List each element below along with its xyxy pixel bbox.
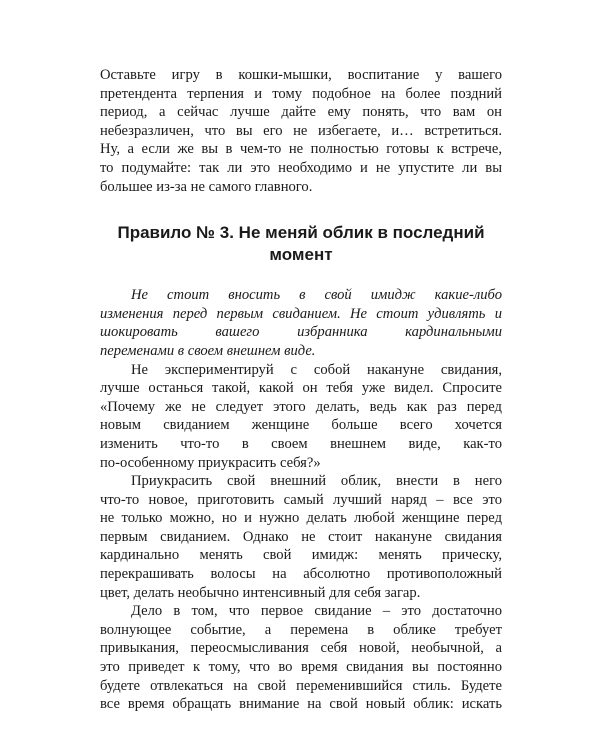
text-line: лучше останься такой, какой он тебя уже видел. Спросите xyxy=(100,380,502,397)
text-line: что-то новое, приготовить самый лучший наряд – все это xyxy=(100,491,502,508)
text-line: переменами в своем внешнем виде. xyxy=(100,342,316,359)
text-line: Оставьте игру в кошки-мышки, воспитание у вашего xyxy=(100,67,502,83)
text-line: Не стоит вносить в свой имидж какие-либо xyxy=(131,287,502,304)
text-line: кардинально менять свой имидж: менять прическу, xyxy=(100,547,502,564)
text-line: перекрашивать волосы на абсолютно противоположный xyxy=(100,566,502,583)
paragraph-epigraph xyxy=(100,286,502,360)
title-line: Правило № 3. Не меняй облик в последний xyxy=(117,223,485,243)
text-line: первым свиданием. Однако не стоит накануне свидания xyxy=(100,528,502,545)
text-line: Ну, а если же вы в чем-то не полностью готовы к встрече, xyxy=(100,141,502,158)
paragraph-intro xyxy=(100,66,502,196)
text-line: все время обращать внимание на свой новый облик: искать xyxy=(100,696,502,713)
text-line: претендента терпения и тому подобное на более поздний xyxy=(100,85,502,102)
text-line: небезразличен, что вы его не избегаете, и… встретиться. xyxy=(100,122,502,139)
text-line: шокировать вашего избранника кардинальными xyxy=(100,324,502,341)
paragraph-3 xyxy=(100,472,502,602)
text-line: по-особенному приукрасить себя?» xyxy=(100,454,321,471)
paragraph-2 xyxy=(100,361,502,473)
text-line: большее из-за не самого главного. xyxy=(100,178,313,195)
text-line: волнующее событие, а перемена в облике требует xyxy=(100,621,502,638)
section-title xyxy=(100,222,502,266)
text-line: будете отвлекаться на свой переменившийся стиль. Будете xyxy=(100,677,502,694)
paragraph-4 xyxy=(100,602,502,714)
text-line: то подумайте: так ли это необходимо и не упустите ли вы xyxy=(100,159,502,176)
text-line: изменения перед первым свиданием. Не стоит удивлять и xyxy=(100,305,502,322)
text-line: привыкания, переосмысливания себя новой, необычной, а xyxy=(100,640,502,657)
text-line: Дело в том, что первое свидание – это достаточно xyxy=(131,603,502,620)
text-line: не только можно, но и нужно делать любой женщине перед xyxy=(100,510,502,527)
text-line: новым свиданием женщине больше всего хочется xyxy=(100,417,502,434)
text-line: «Почему же не следует этого делать, ведь как раз перед xyxy=(100,398,502,415)
text-line: это приведет к тому, что во время свидания вы постоянно xyxy=(100,659,502,676)
text-line: цвет, делать необычно интенсивный для себя загар. xyxy=(100,584,421,601)
title-line: момент xyxy=(269,245,333,265)
book-page xyxy=(100,66,502,714)
text-line: Приукрасить свой внешний облик, внести в него xyxy=(131,473,502,490)
text-line: изменить что-то в своем внешнем виде, как-то xyxy=(100,435,502,452)
text-line: период, а сейчас лучше дайте ему понять, что вам он xyxy=(100,104,502,121)
text-line: Не экспериментируй с собой накануне свидания, xyxy=(131,361,502,378)
